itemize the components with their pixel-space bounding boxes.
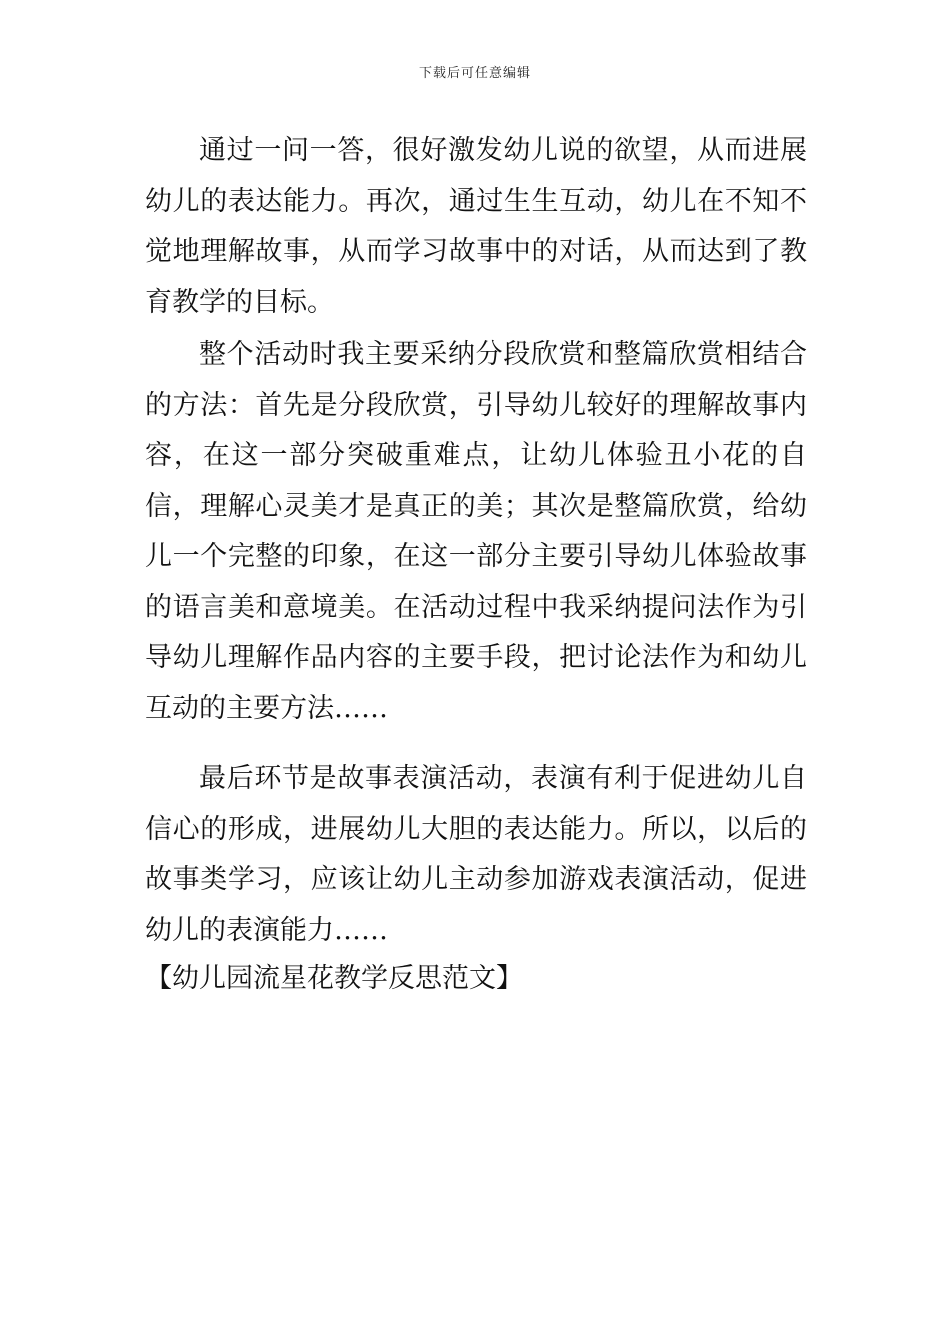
document-body bbox=[145, 126, 807, 1005]
paragraph-3: 最后环节是故事表演活动，表演有利于促进幼儿自信心的形成，进展幼儿大胆的表达能力。所以，以后的故事类学习，应该让幼儿主动参加游戏表演活动，促进幼儿的表演能力…… bbox=[145, 763, 807, 946]
paragraph-2: 整个活动时我主要采纳分段欣赏和整篇欣赏相结合的方法：首先是分段欣赏，引导幼儿较好的理解故事内容，在这一部分突破重难点，让幼儿体验丑小花的自信，理解心灵美才是真正的美；其次是整篇欣赏，给幼儿一个完整的印象，在这一部分主要引导幼儿体验故事的语言美和意境美。在活动过程中我采纳提问法作为引导幼儿理解作品内容的主要手段，把讨论法作为和幼儿互动的主要方法…… bbox=[145, 339, 807, 724]
paragraph-1: 通过一问一答，很好激发幼儿说的欲望，从而进展幼儿的表达能力。再次，通过生生互动，幼儿在不知不觉地理解故事，从而学习故事中的对话，从而达到了教育教学的目标。 bbox=[145, 135, 807, 318]
page-header: 下载后可任意编辑 bbox=[418, 66, 531, 81]
next-article-title: 【幼儿园流星花教学反思范文】 bbox=[145, 963, 523, 994]
